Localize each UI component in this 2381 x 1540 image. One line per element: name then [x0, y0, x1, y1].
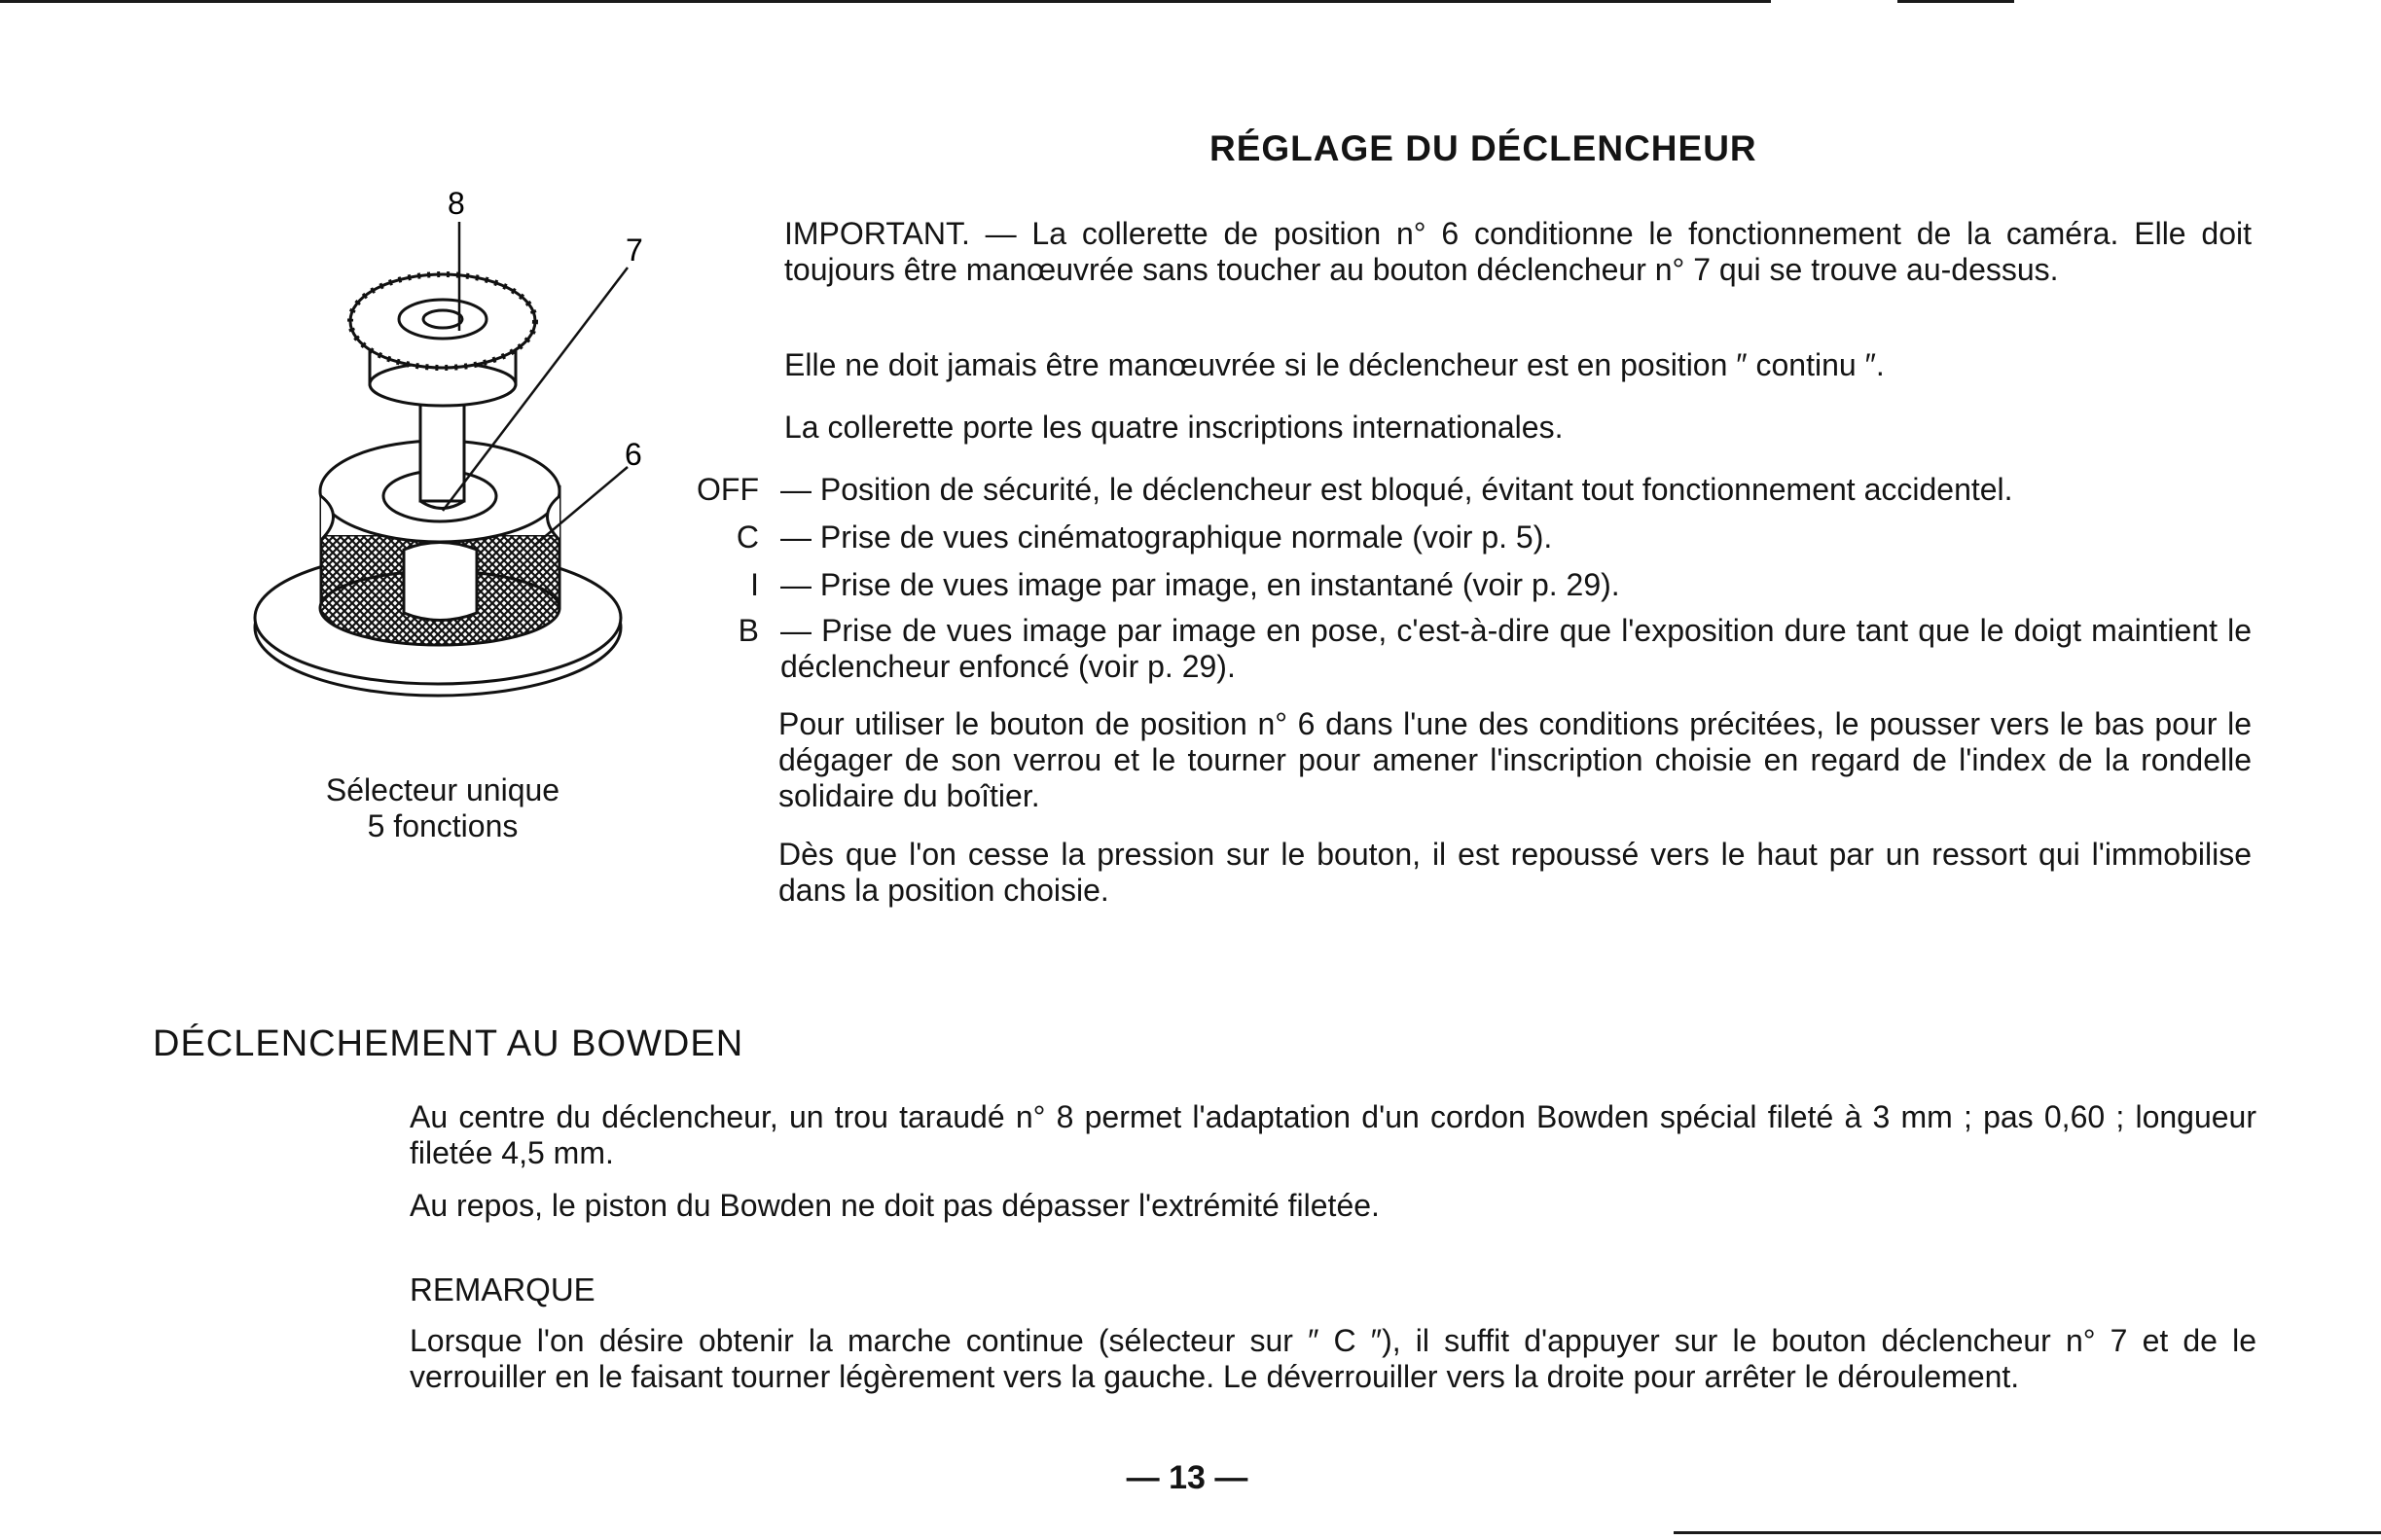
option-code-i: I	[750, 567, 759, 602]
top-rule-segment	[1897, 0, 2014, 3]
selector-illustration	[243, 175, 662, 749]
option-text-off: — Position de sécurité, le déclencheur est bloqué, évitant tout fonctionnement accidentel.	[780, 472, 2013, 507]
paragraph-inscriptions: La collerette porte les quatre inscriptions internationales.	[784, 410, 1564, 445]
page-number: — 13 —	[1126, 1459, 1248, 1496]
callout-7: 7	[626, 233, 643, 268]
paragraph-continu: Elle ne doit jamais être manœuvrée si le déclencheur est en position ″ continu ″.	[784, 347, 1885, 382]
top-rule	[0, 0, 1771, 3]
paragraph-remarque: Lorsque l'on désire obtenir la marche continue (sélecteur sur ″ C ″), il suffit d'appuyer sur le bouton déclencheur n° 7 et de le verrouiller en le faisant tourner légèrement vers la gauche. Le déverrouiller vers la droite pour arrêter le déroulement.	[410, 1323, 2256, 1394]
remarque-heading: REMARQUE	[410, 1271, 595, 1307]
option-code-c: C	[736, 519, 759, 555]
paragraph-bowden-thread: Au centre du déclencheur, un trou taraudé n° 8 permet l'adaptation d'un cordon Bowden spécial fileté à 3 mm ; pas 0,60 ; longueur filetée 4,5 mm.	[410, 1099, 2256, 1170]
caption-line-1: Sélecteur unique	[325, 772, 560, 807]
callout-8: 8	[448, 186, 465, 221]
release-button-7	[350, 274, 535, 406]
option-text-c: — Prise de vues cinématographique normale (voir p. 5).	[780, 519, 1553, 555]
paragraph-pression: Dès que l'on cesse la pression sur le bouton, il est repoussé vers le haut par un ressort qui l'immobilise dans la position choisie.	[778, 837, 2252, 908]
option-code-off: OFF	[697, 472, 759, 507]
option-text-b: — Prise de vues image par image en pose, c'est-à-dire que l'exposition dure tant que le doigt maintient le déclencheur enfoncé (voir p. 29).	[780, 613, 2252, 684]
caption-line-2: 5 fonctions	[367, 808, 519, 843]
paragraph-utiliser: Pour utiliser le bouton de position n° 6 dans l'une des conditions précitées, le pousser vers le bas pour le dégager de son verrou et le tourner pour amener l'inscription choisie en regard de l'index de la rondelle solidaire du boîtier.	[778, 706, 2252, 813]
paragraph-bowden-rest: Au repos, le piston du Bowden ne doit pas dépasser l'extrémité filetée.	[410, 1188, 1380, 1223]
figure-caption	[243, 772, 642, 844]
option-text-i: — Prise de vues image par image, en instantané (voir p. 29).	[780, 567, 1620, 602]
option-code-b: B	[738, 613, 759, 648]
paragraph-important: IMPORTANT. — La collerette de position n° 6 conditionne le fonctionnement de la caméra. Elle doit toujours être manœuvrée sans toucher au bouton déclencheur n° 7 qui se trouve au-dessus.	[784, 216, 2252, 287]
bottom-rule	[1674, 1531, 2381, 1534]
callout-6: 6	[625, 437, 642, 472]
section-title-reglage: RÉGLAGE DU DÉCLENCHEUR	[1209, 128, 1757, 168]
section-title-bowden: DÉCLENCHEMENT AU BOWDEN	[153, 1023, 744, 1064]
